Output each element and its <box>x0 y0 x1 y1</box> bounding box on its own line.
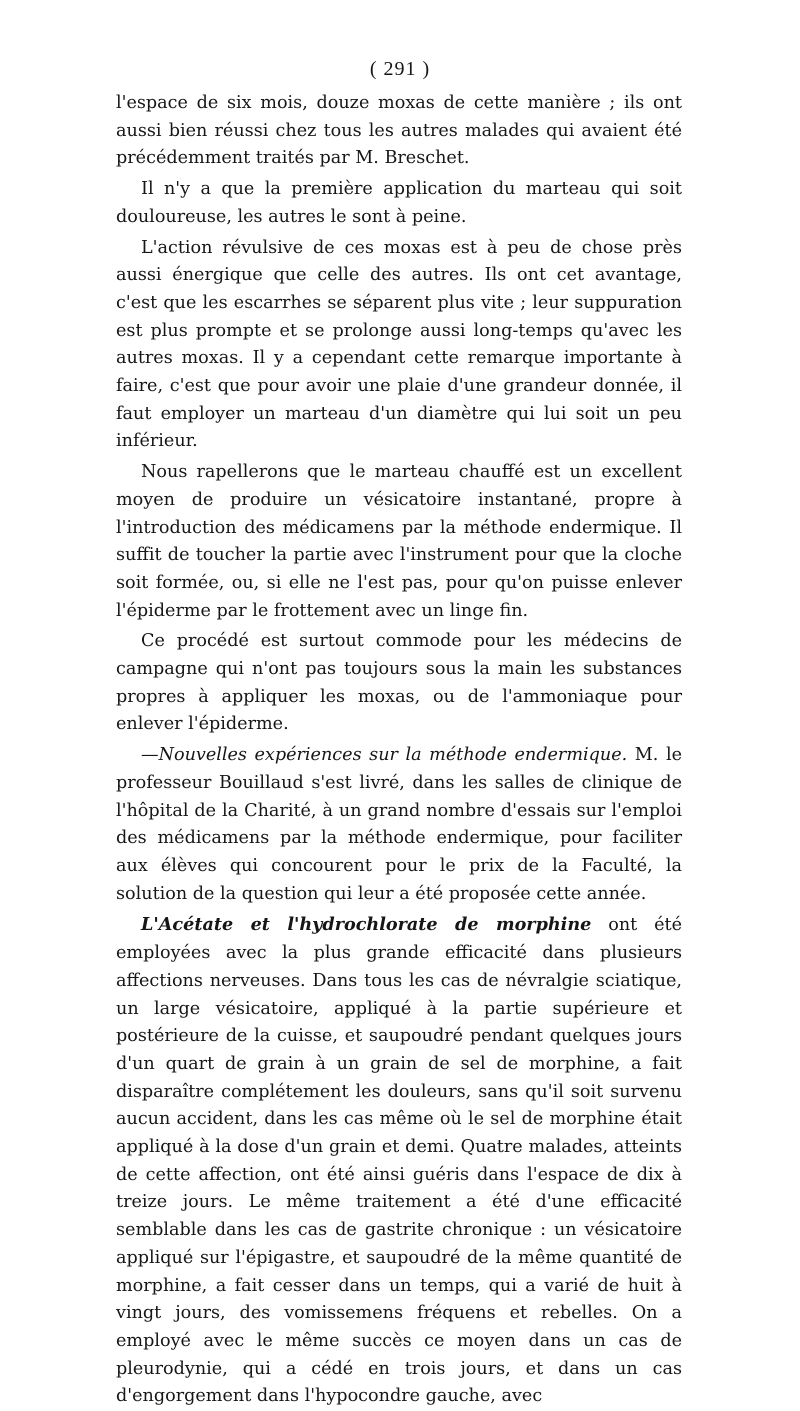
paragraph-heated-hammer: Nous rapellerons que le marteau chauffé est un excellent moyen de produire un vésicatoire instantané, propre à l'introduction des médicamens par la méthode endermique. Il suffit de toucher la partie avec l'instrument pour que la cloche soit formée, ou, si elle ne l'est pas, pour qu'on puisse enlever l'épiderme par le frottement avec un linge fin. <box>116 462 682 621</box>
paragraph-new-experiments <box>116 742 682 908</box>
section-heading: —Nouvelles expériences sur la méthode endermique. <box>141 745 628 766</box>
page-number: ( 291 ) <box>369 58 431 80</box>
paragraph-country-doctors: Ce procédé est surtout commode pour les médecins de campagne qui n'ont pas toujours sous la main les substances propres à appliquer les moxas, ou de l'ammoniaque pour enlever l'épiderme. <box>116 631 682 735</box>
paragraph-text: M. le professeur Bouillaud s'est livré, dans les salles de clinique de l'hôpital de la Charité, à un grand nombre d'essais sur l'emploi des médicamens par la méthode endermique, pour faciliter aux élèves qui concourent pour le prix de la Faculté, la solution de la question qui leur a été proposée cette année. <box>116 745 682 904</box>
morphine-lead: L'Acétate et l'hydrochlorate de morphine <box>141 914 592 936</box>
paragraph-text: ont été employées avec la plus grande efficacité dans plusieurs affections nerveuses. Dans tous les cas de névralgie sciatique, un large vésicatoire, appliqué à la partie supérieure et postérieure de la cuisse, et saupoudré pendant quelques jours d'un quart de grain à un grain de sel de morphine, a fait disparaître complétement les douleurs, sans qu'il soit survenu aucun accident, dans les cas même où le sel de morphine était appliqué à la dose d'un grain et demi. Quatre malades, atteints de cette affection, ont été ainsi guéris dans l'espace de dix à treize jours. Le même traitement a été d'une efficacité semblable dans les cas de gastrite chronique : un vésicatoire appliqué sur l'épigastre, et saupoudré de la même quantité de morphine, a fait cesser dans un temps, qui a varié de huit à vingt jours, des vomissemens fréquens et rebelles. On a employé avec le même succès ce moyen dans un cas de pleurodynie, qui a cédé en trois jours, et dans un cas d'engorgement dans l'hypocondre gauche, avec <box>116 915 682 1407</box>
body-text <box>116 90 682 1411</box>
paragraph-hammer-pain: Il n'y a que la première application du marteau qui soit douloureuse, les autres le sont à peine. <box>116 179 682 227</box>
paragraph-morphine <box>116 911 682 1411</box>
paragraph-continuation: l'espace de six mois, douze moxas de cette manière ; ils ont aussi bien réussi chez tous les autres malades qui avaient été précédemment traités par M. Breschet. <box>116 93 682 169</box>
paragraph-revulsive-action: L'action révulsive de ces moxas est à peu de chose près aussi énergique que celle des autres. Ils ont cet avantage, c'est que les escarrhes se séparent plus vite ; leur suppuration est plus prompte et se prolonge aussi long-temps qu'avec les autres moxas. Il y a cependant cette remarque importante à faire, c'est que pour avoir une plaie d'une grandeur donnée, il faut employer un marteau d'un diamètre qui lui soit un peu inférieur. <box>116 237 682 452</box>
